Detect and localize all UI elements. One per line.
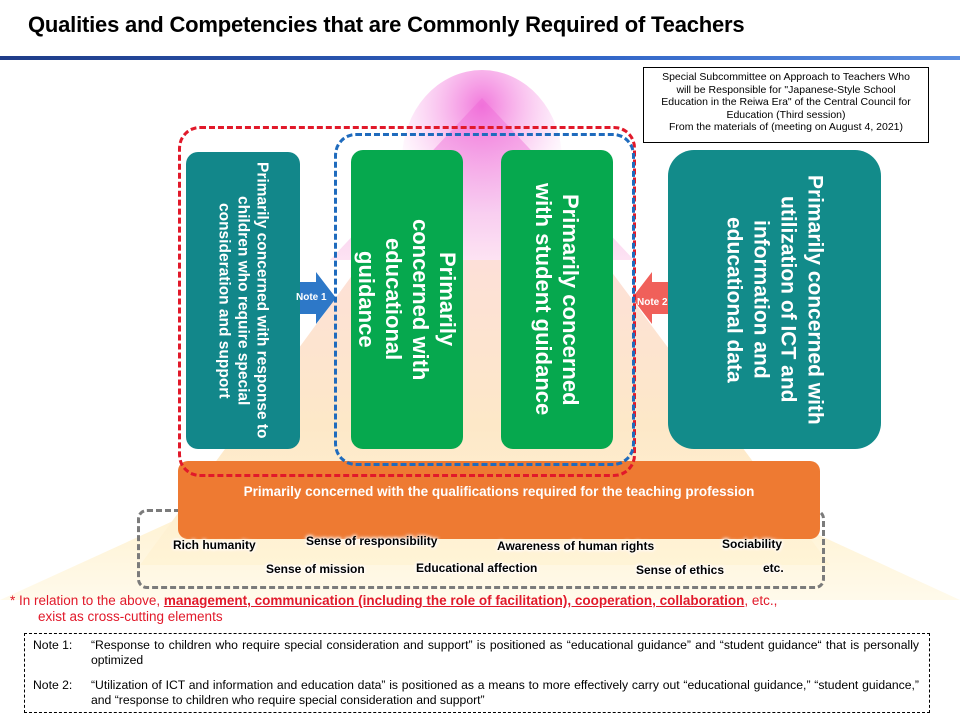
note-2-text: “Utilization of ICT and information and education data” is positioned as a means to more effectively carry out “educational guidance,” “student guidance,” and “response to children who require special consideration and support” [91,678,919,707]
page-title: Qualities and Competencies that are Commonly Required of Teachers [28,12,745,37]
source-line: Education in the Reiwa Era" of the Central Council for [661,96,911,109]
cross-cutting-line2: exist as cross-cutting elements [38,609,223,624]
competency-sense-of-mission: Sense of mission [266,562,365,576]
competency-human-rights: Awareness of human rights [497,539,655,553]
source-line: Special Subcommittee on Approach to Teachers Who [662,71,910,83]
note-2-label: Note 2: [33,678,73,692]
competency-sociability: Sociability [722,537,783,551]
educational-guidance-box [351,150,463,449]
note1-arrow-label: Note 1 [296,292,327,303]
source-line: Education (Third session) [726,108,846,121]
note-1-label: Note 1: [33,638,73,652]
ict-label: Primarily concerned with utilization of ICT and information and educational data [722,174,827,425]
special-support-box [186,152,300,449]
source-line: will be Responsible for "Japanese-Style School [676,83,896,96]
special-support-label: Primarily concerned with response to children who require special consideration and support [215,162,271,439]
cross-cutting-suffix: , etc., [744,593,778,608]
educational-guidance-label: Primarily concerned with educational guidance [354,218,460,381]
source-line: From the materials of (meeting on August 4, 2021) [668,121,904,134]
cross-cutting-prefix: * In relation to the above, [10,593,164,608]
student-guidance-box [501,150,613,449]
note-2 [33,678,919,708]
competency-sense-of-ethics: Sense of ethics [636,563,725,577]
competency-sense-of-responsibility: Sense of responsibility [306,534,438,548]
source-citation [643,67,929,143]
notes-box [24,633,930,713]
qualifications-label: Primarily concerned with the qualifications required for the teaching profession [243,484,755,499]
ict-box [668,150,881,449]
note2-arrow-label: Note 2 [637,297,668,308]
qualifications-bar [178,461,820,539]
cross-cutting-highlight: management, communication (including the role of facilitation), cooperation, collaboration [163,593,745,608]
competency-etc: etc. [763,561,784,575]
cross-cutting-note [10,593,950,625]
competency-educational-affection: Educational affection [416,561,538,575]
competency-rich-humanity: Rich humanity [173,538,256,552]
student-guidance-label: Primarily concerned with student guidance [531,183,583,416]
note-1 [33,638,919,668]
note-1-text: “Response to children who require special consideration and support” is positioned as “educational guidance” and “student guidance“ that is personally optimized [91,638,919,667]
